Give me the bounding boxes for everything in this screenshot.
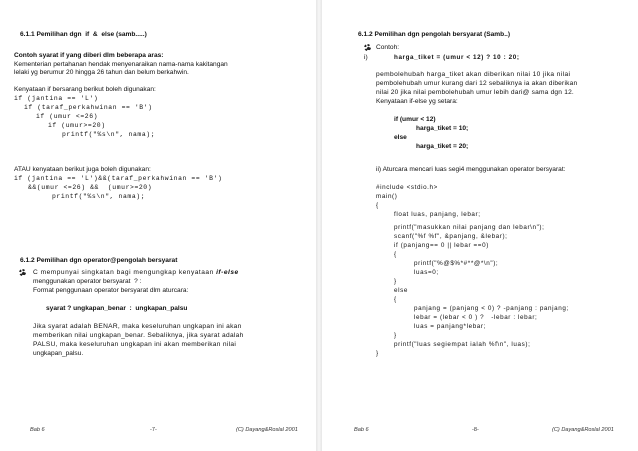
paragraph-line: memberikan nilai ungkapan_benar. Sebaliknya, jika syarat adalah: [33, 332, 244, 339]
code-line: if (umur>=20): [48, 122, 106, 129]
code-line: {: [394, 251, 397, 258]
code-line: printf("masukkan nilai panjang dan lebar\n");: [394, 224, 545, 231]
code-line: luas=0;: [414, 269, 439, 276]
section-heading-6-1-2: 6.1.2 Pemilihan dgn operator@pengolah bersyarat: [20, 257, 178, 264]
bullet-text: C mempunyai singkatan bagi mengungkap kenyataan: [33, 269, 217, 276]
format-syntax: syarat ? ungkapan_benar : ungkapan_palsu: [46, 305, 188, 312]
page-gutter: [316, 0, 322, 451]
footer-copyright: (C) Dayang&Roslal 2001: [552, 427, 614, 433]
code-line: }: [376, 350, 379, 357]
item-number: i): [364, 54, 368, 61]
code-line: #include <stdio.h>: [376, 184, 438, 191]
code-line: printf("luas segiempat ialah %f\n", luas);: [394, 341, 531, 348]
paragraph-line: Jika syarat adalah BENAR, maka keseluruhan ungkapan ini akan: [33, 323, 242, 330]
gear-bullet-icon: [19, 269, 26, 276]
code-line: harga_tiket = 20;: [416, 143, 469, 150]
right-page: [324, 0, 638, 451]
bullet-line: Format penggunaan operator bersyarat dlm aturcara:: [33, 287, 189, 294]
code-line: }: [394, 278, 397, 285]
gear-bullet-icon: [364, 44, 371, 51]
paragraph-line: Kementerian pertahanan hendak menyenaraikan nama-nama kakitangan: [14, 61, 228, 68]
code-line: {: [394, 296, 397, 303]
code-line: panjang = (panjang < 0) ? -panjang : panjang;: [414, 305, 569, 312]
section-heading-continued: 6.1.2 Pemilihan dgn pengolah bersyarat (Samb..): [358, 31, 511, 38]
code-line: harga_tiket = 10;: [416, 125, 469, 132]
footer-chapter: Bab 6: [354, 427, 369, 433]
code-line: if (jantina == 'L')&&(taraf_perkahwinan == 'B'): [14, 175, 223, 182]
code-line: if (taraf_perkahwinan == 'B'): [24, 104, 153, 111]
paragraph-line: pembolehubah umur kurang dari 12 sebaliknya ia akan diberikan: [376, 80, 578, 87]
paragraph-line: Kenyataan if bersarang berikut boleh digunakan:: [14, 86, 156, 93]
footer-chapter: Bab 6: [30, 427, 45, 433]
item-ii-description: ii) Aturcara mencari luas segi4 menggunakan operator bersyarat:: [376, 166, 566, 173]
paragraph-line: pembolehubah harga_tiket akan diberikan nilai 10 jika nilai: [376, 71, 571, 78]
code-line: printf("%@$%*#**@*\n");: [414, 260, 499, 267]
contoh-label: Contoh:: [376, 44, 400, 51]
code-line: printf("%s\n", nama);: [52, 193, 146, 200]
bullet-line: menggunakan operator bersyarat ? :: [33, 278, 142, 285]
paragraph-line: lelaki yg berumur 20 hingga 26 tahun dan belum berkahwin.: [14, 69, 189, 76]
keyword-if-else: if-else: [216, 269, 239, 276]
code-line: if (umur < 12): [394, 116, 436, 123]
paragraph-line: PALSU, maka keseluruhan ungkapan ini akan memberikan nilai: [33, 341, 237, 348]
code-line: else: [394, 134, 407, 141]
bullet-line: [33, 269, 239, 277]
code-line: {: [376, 202, 379, 209]
section-heading-6-1-1: 6.1.1 Pemilihan dgn if & else (samb.....): [20, 31, 147, 38]
paragraph-line: ungkapan_palsu.: [33, 350, 84, 357]
footer-page-number: -7-: [150, 427, 157, 433]
code-line: if (umur <=26): [36, 113, 99, 120]
code-line: float luas, panjang, lebar;: [394, 211, 481, 218]
footer-page-number: -8-: [472, 427, 479, 433]
code-line: lebar = (lebar < 0 ) ? -lebar : lebar;: [414, 314, 538, 321]
left-page: [0, 0, 314, 451]
paragraph-line: ATAU kenyataan berikut juga boleh digunakan:: [14, 166, 151, 173]
code-line: }: [394, 332, 397, 339]
code-line: else: [394, 287, 408, 294]
code-line: scanf("%f %f", &panjang, &lebar);: [394, 233, 508, 240]
code-line: printf("%s\n", nama);: [62, 131, 156, 138]
code-line: harga_tiket = (umur < 12) ? 10 : 20;: [394, 54, 520, 61]
code-line: &&(umur <=26) && (umur>=20): [28, 184, 153, 191]
footer-copyright: (C) Dayang&Roslal 2001: [236, 427, 298, 433]
paragraph-line: Kenyataan if-else yg setara:: [376, 98, 458, 105]
example-title: Contoh syarat if yang diberi dlm beberapa aras:: [14, 52, 164, 59]
code-line: main(): [376, 193, 398, 200]
code-line: luas = panjang*lebar;: [414, 323, 486, 330]
paragraph-line: nilai 20 jika nilai pembolehubah umur lebih dari@ sama dgn 12.: [376, 89, 574, 96]
code-line: if (jantina == 'L'): [14, 95, 99, 102]
code-line: if (panjang== 0 || lebar ==0): [394, 242, 489, 249]
